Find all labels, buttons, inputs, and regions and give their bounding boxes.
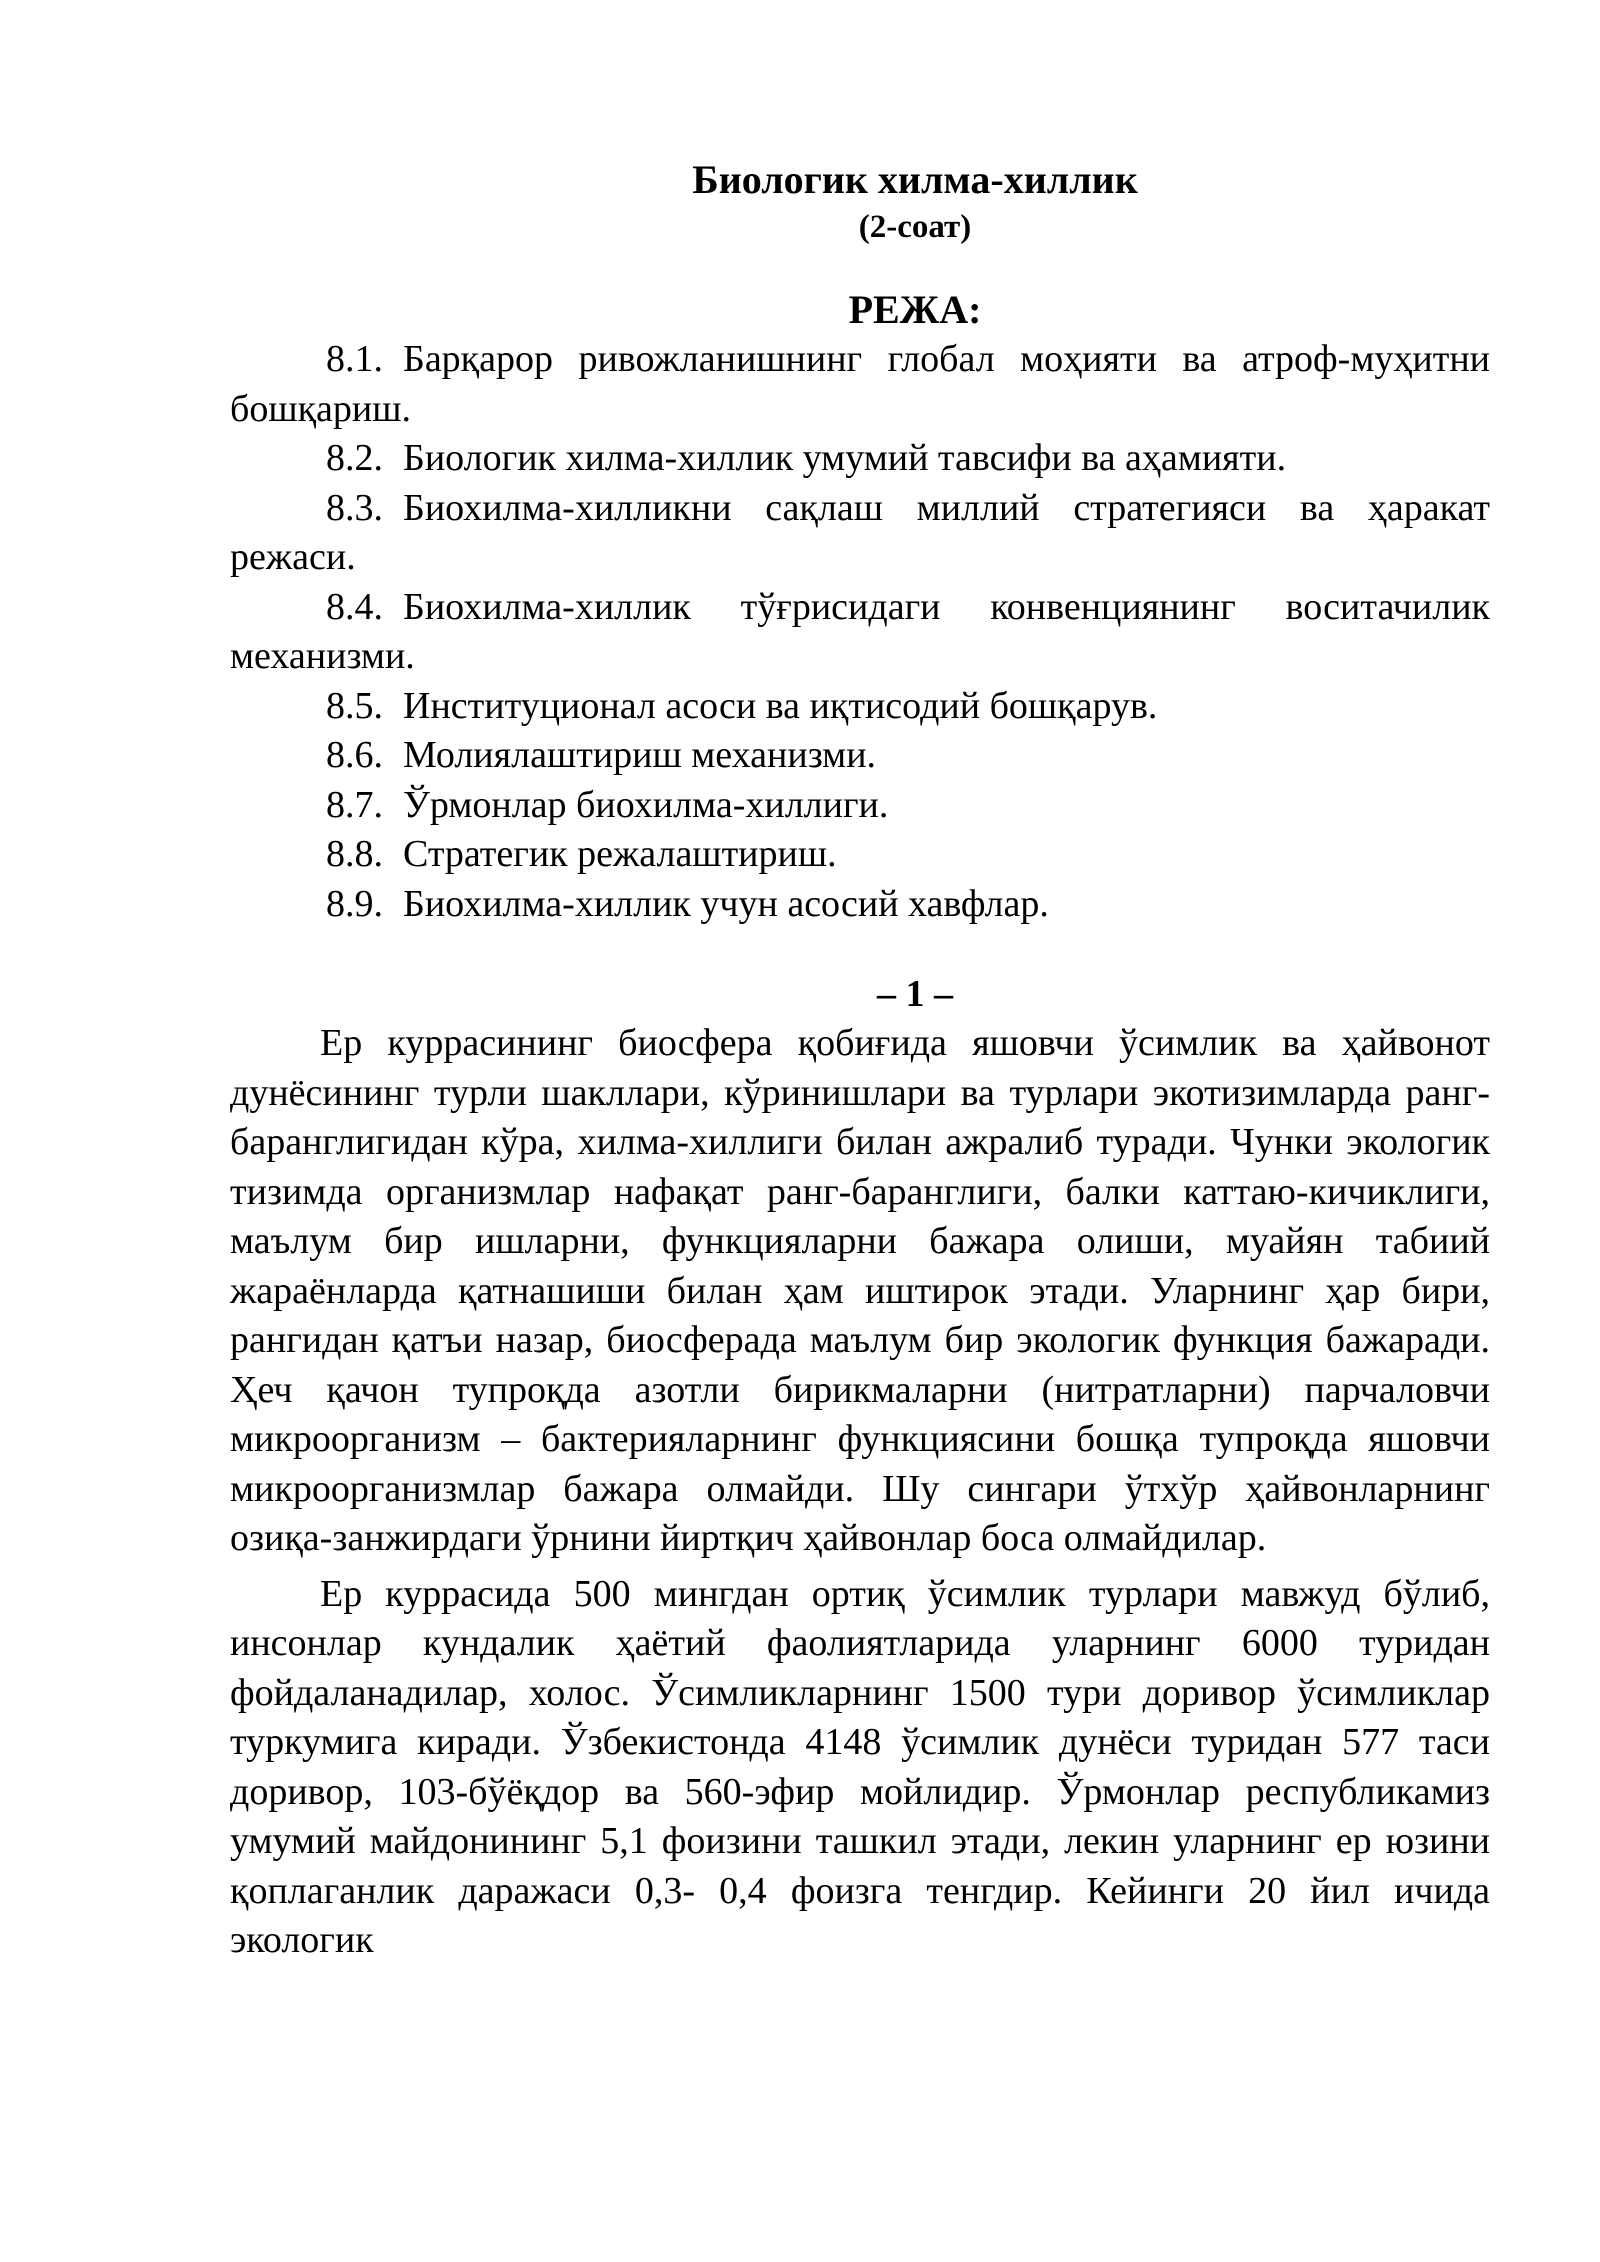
- plan-item-number: 8.6.: [326, 734, 383, 776]
- plan-item: [230, 583, 1490, 682]
- plan-item: [230, 335, 1490, 434]
- plan-item-number: 8.9.: [326, 882, 383, 925]
- plan-item-number: 8.1.: [326, 338, 383, 380]
- plan-item-text: Ўрмонлар биохилма-хиллиги.: [403, 783, 889, 826]
- plan-item-number: 8.2.: [326, 437, 383, 479]
- plan-item-text: Барқарор ривожланишнинг глобал моҳияти ва атроф-муҳитни бошқариш.: [230, 338, 1490, 430]
- body-paragraph: Ер куррасида 500 мингдан ортиқ ўсимлик турлари мавжуд бўлиб, инсонлар кундалик ҳаётий фаолиятларида уларнинг 6000 туридан фойдаланадилар, холос. Ўсимликларнинг 1500 тури доривор ўсимликлар туркумига киради. Ўзбекистонда 4148 ўсимлик дунёси туридан 577 таси доривор, 103-бўёқдор ва 560-эфир мойлидир. Ўрмонлар республикамиз умумий майдонининг 5,1 фоизини ташкил этади, лекин уларнинг ер юзини қоплаганлик даражаси 0,3- 0,4 фоизга тенгдир. Кейинги 20 йил ичида экологик: [230, 1572, 1490, 1961]
- plan-item-number: 8.4.: [326, 585, 383, 628]
- plan-list: [230, 335, 1490, 929]
- plan-item-text: Стратегик режалаштириш.: [403, 833, 837, 875]
- document-subtitle: (2-соат): [858, 209, 972, 245]
- plan-item-number: 8.5.: [326, 684, 383, 727]
- plan-item-text: Молиялаштириш механизми.: [403, 734, 877, 776]
- plan-heading: РЕЖА:: [848, 287, 982, 332]
- plan-item-number: 8.3.: [326, 486, 383, 529]
- plan-item: [230, 880, 1490, 930]
- plan-item-number: 8.8.: [326, 833, 383, 875]
- plan-item: [230, 682, 1490, 732]
- plan-item-number: 8.7.: [326, 783, 383, 826]
- plan-item: [230, 781, 1490, 831]
- plan-item: [230, 434, 1490, 484]
- plan-item-text: Биохилма-хиллик тўғрисидаги конвенциянинг воситачилик механизми.: [230, 585, 1490, 677]
- section-number: – 1 –: [877, 973, 953, 1015]
- plan-item: [230, 484, 1490, 583]
- plan-item-text: Институционал асоси ва иқтисодий бошқарув.: [403, 684, 1158, 727]
- plan-item: [230, 731, 1490, 781]
- plan-item-text: Биологик хилма-хиллик умумий тавсифи ва аҳамияти.: [403, 437, 1287, 479]
- body-paragraph: Ер куррасининг биосфера қобиғида яшовчи ўсимлик ва ҳайвонот дунёсининг турли шакллари, кўринишлари ва турлари экотизимларда ранг-баранглигидан кўра, хилма-хиллиги билан ажралиб туради. Чунки экологик тизимда организмлар нафақат ранг-баранглиги, балки каттаю-кичиклиги, маълум бир ишларни, функцияларни бажара олиши, муайян табиий жараёнларда қатнашиши билан ҳам иштирок этади. Уларнинг ҳар бири, рангидан қатъи назар, биосферада маълум бир экологик функция бажаради. Ҳеч қачон тупроқда азотли бирикмаларни (нитратларни) парчаловчи микроорганизм – бактерияларнинг функциясини бошқа тупроқда яшовчи микроорганизмлар бажара олмайди. Шу сингари ўтхўр ҳайвонларнинг озиқа-занжирдаги ўрнини йиртқич ҳайвонлар боса олмайдилар.: [230, 1022, 1490, 1559]
- document-title: Биологик хилма-хиллик: [692, 157, 1138, 202]
- plan-item: [230, 830, 1490, 880]
- document-page: [230, 140, 1490, 1966]
- plan-item-text: Биохилма-хиллик учун асосий хавфлар.: [403, 882, 1049, 925]
- plan-item-text: Биохилма-хилликни сақлаш миллий стратегияси ва ҳаракат режаси.: [230, 486, 1490, 578]
